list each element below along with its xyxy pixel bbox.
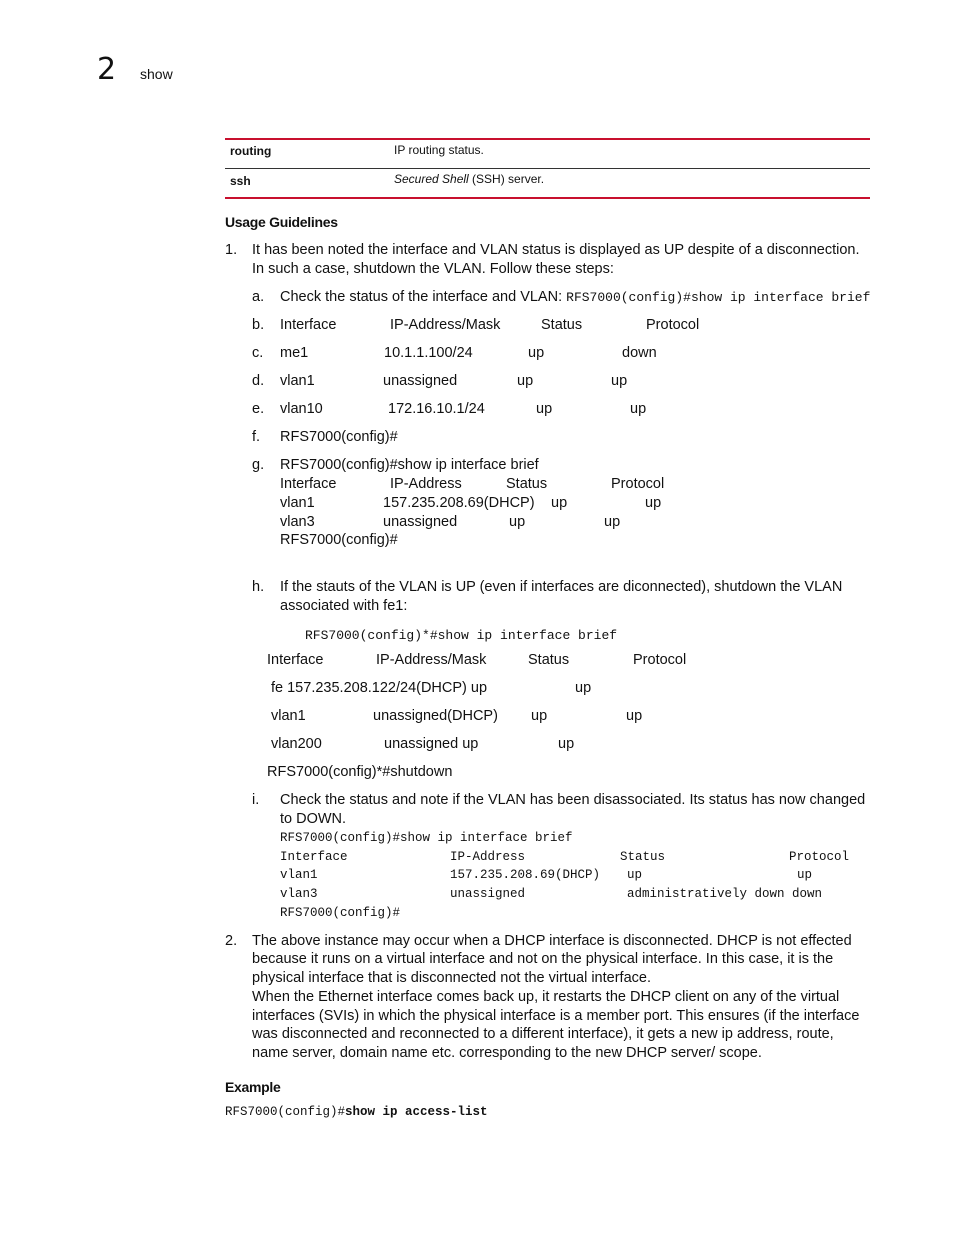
step-e-col2: 172.16.10.1/24 <box>388 401 485 417</box>
param-key-routing: routing <box>230 144 272 158</box>
step-g-r1c1: vlan1 <box>280 495 315 511</box>
step-c-col1: me1 <box>280 345 309 361</box>
step-i-r2c3: administratively down down <box>627 887 823 901</box>
step-i-h3: Status <box>620 850 666 864</box>
step-i-r2c2: unassigned <box>450 887 526 901</box>
step-h-hd3: Status <box>528 652 570 668</box>
step-h-row1b: up <box>575 680 592 696</box>
step-h-row3c: up <box>558 736 575 752</box>
step-d-col4: up <box>611 373 628 389</box>
ssh-italic: Secured Shell <box>394 172 469 186</box>
usage-heading: Usage Guidelines <box>225 214 338 230</box>
step-c-col4: down <box>622 345 657 361</box>
step-i-line-2: to DOWN. <box>280 811 347 827</box>
item-2-line-3: physical interface that is disconnected not the virtual interface. <box>252 970 651 986</box>
step-i-label: i. <box>252 792 260 808</box>
step-h-row2b: unassigned(DHCP) <box>373 708 498 724</box>
step-e-col3: up <box>536 401 553 417</box>
step-g-h2: IP-Address <box>390 476 462 492</box>
example-command: show ip access-list <box>345 1105 488 1119</box>
step-i-line-1: Check the status and note if the VLAN has been disassociated. Its status has now changed <box>280 792 866 808</box>
step-h-row2a: vlan1 <box>271 708 306 724</box>
item-2-number: 2. <box>225 933 238 949</box>
step-a-desc: Check the status of the interface and VLAN: <box>280 289 567 305</box>
item-1-number: 1. <box>225 242 238 258</box>
example-code <box>225 1105 488 1119</box>
step-b-col1: Interface <box>280 317 337 333</box>
step-a-text <box>280 288 870 307</box>
step-h-row2c: up <box>531 708 548 724</box>
example-heading: Example <box>225 1079 281 1095</box>
step-g-h3: Status <box>506 476 548 492</box>
step-g-r1c4: up <box>645 495 662 511</box>
step-a-code: RFS7000(config)#show ip interface brief <box>566 290 871 305</box>
table-top-rule <box>225 138 870 140</box>
step-i-r2c1: vlan3 <box>280 887 318 901</box>
example-prompt: RFS7000(config)# <box>225 1105 346 1119</box>
step-g-r1c2: 157.235.208.69(DHCP) <box>383 495 535 511</box>
step-b-label: b. <box>252 317 265 333</box>
step-h-hd4: Protocol <box>633 652 687 668</box>
step-i-h2: IP-Address <box>450 850 526 864</box>
item-2-line-1: The above instance may occur when a DHCP interface is disconnected. DHCP is not effected <box>252 933 852 949</box>
step-i-r1c1: vlan1 <box>280 868 318 882</box>
table-row-divider <box>225 168 870 169</box>
step-i-h1: Interface <box>280 850 348 864</box>
step-h-hd2: IP-Address/Mask <box>376 652 487 668</box>
step-c-col3: up <box>528 345 545 361</box>
item-2-line-4: When the Ethernet interface comes back up, it restarts the DHCP client on any of the virtual <box>252 989 840 1005</box>
step-g-r2c1: vlan3 <box>280 514 315 530</box>
item-2-line-2: because it runs on a virtual interface and not on the physical interface. In this case, it is the <box>252 951 834 967</box>
step-h-row2d: up <box>626 708 643 724</box>
item-1-line-1: It has been noted the interface and VLAN status is displayed as UP despite of a disconnection. <box>252 242 860 258</box>
step-h-row3a: vlan200 <box>271 736 322 752</box>
step-h-shutdown: RFS7000(config)*#shutdown <box>267 764 453 780</box>
item-1-line-2: In such a case, shutdown the VLAN. Follow these steps: <box>252 261 614 277</box>
step-d-col3: up <box>517 373 534 389</box>
step-i-h4: Protocol <box>789 850 850 864</box>
step-h-line-2: associated with fe1: <box>280 598 408 614</box>
step-g-r2c4: up <box>604 514 621 530</box>
step-f-label: f. <box>252 429 261 445</box>
step-e-col4: up <box>630 401 647 417</box>
step-g-h1: Interface <box>280 476 337 492</box>
step-h-row3b: unassigned up <box>384 736 479 752</box>
chapter-name: show <box>140 66 173 82</box>
step-d-col2: unassigned <box>383 373 458 389</box>
step-g-r2c3: up <box>509 514 526 530</box>
item-2-line-7: name server, domain name etc. corresponding to the new DHCP server/ scope. <box>252 1045 762 1061</box>
param-key-ssh: ssh <box>230 174 251 188</box>
param-value-ssh <box>394 172 544 186</box>
step-d-label: d. <box>252 373 265 389</box>
step-g-label: g. <box>252 457 265 473</box>
step-h-code: RFS7000(config)*#show ip interface brief <box>305 628 618 643</box>
chapter-number: 2 <box>97 52 117 87</box>
step-i-prompt: RFS7000(config)# <box>280 906 401 920</box>
step-i-r1c3: up <box>627 868 643 882</box>
item-2-line-6: was disconnected and reconnected to a different interface), it gets a new ip address, route, <box>252 1026 834 1042</box>
step-c-col2: 10.1.1.100/24 <box>384 345 473 361</box>
ssh-rest: (SSH) server. <box>468 172 545 186</box>
step-h-row1a: fe 157.235.208.122/24(DHCP) up <box>271 680 488 696</box>
step-h-line-1: If the stauts of the VLAN is UP (even if interfaces are diconnected), shutdown the VLAN <box>280 579 843 595</box>
step-g-h4: Protocol <box>611 476 665 492</box>
step-e-label: e. <box>252 401 265 417</box>
step-i-r1c2: 157.235.208.69(DHCP) <box>450 868 601 882</box>
step-b-col2: IP-Address/Mask <box>390 317 501 333</box>
step-b-col3: Status <box>541 317 583 333</box>
param-value-routing: IP routing status. <box>394 143 484 157</box>
step-h-label: h. <box>252 579 265 595</box>
step-f-text: RFS7000(config)# <box>280 429 398 445</box>
step-i-cmd: RFS7000(config)#show ip interface brief <box>280 831 573 845</box>
step-i-r1c4: up <box>797 868 813 882</box>
step-g-r1c3: up <box>551 495 568 511</box>
table-bottom-rule <box>225 197 870 199</box>
step-e-col1: vlan10 <box>280 401 323 417</box>
step-g-prompt: RFS7000(config)# <box>280 532 398 548</box>
step-c-label: c. <box>252 345 264 361</box>
step-d-col1: vlan1 <box>280 373 315 389</box>
step-a-label: a. <box>252 289 265 305</box>
step-h-hd1: Interface <box>267 652 324 668</box>
item-2-line-5: interfaces (SVIs) in which the physical interface is a member port. This ensures (if the interface <box>252 1008 860 1024</box>
step-b-col4: Protocol <box>646 317 700 333</box>
step-g-cmd: RFS7000(config)#show ip interface brief <box>280 457 539 473</box>
step-g-r2c2: unassigned <box>383 514 458 530</box>
